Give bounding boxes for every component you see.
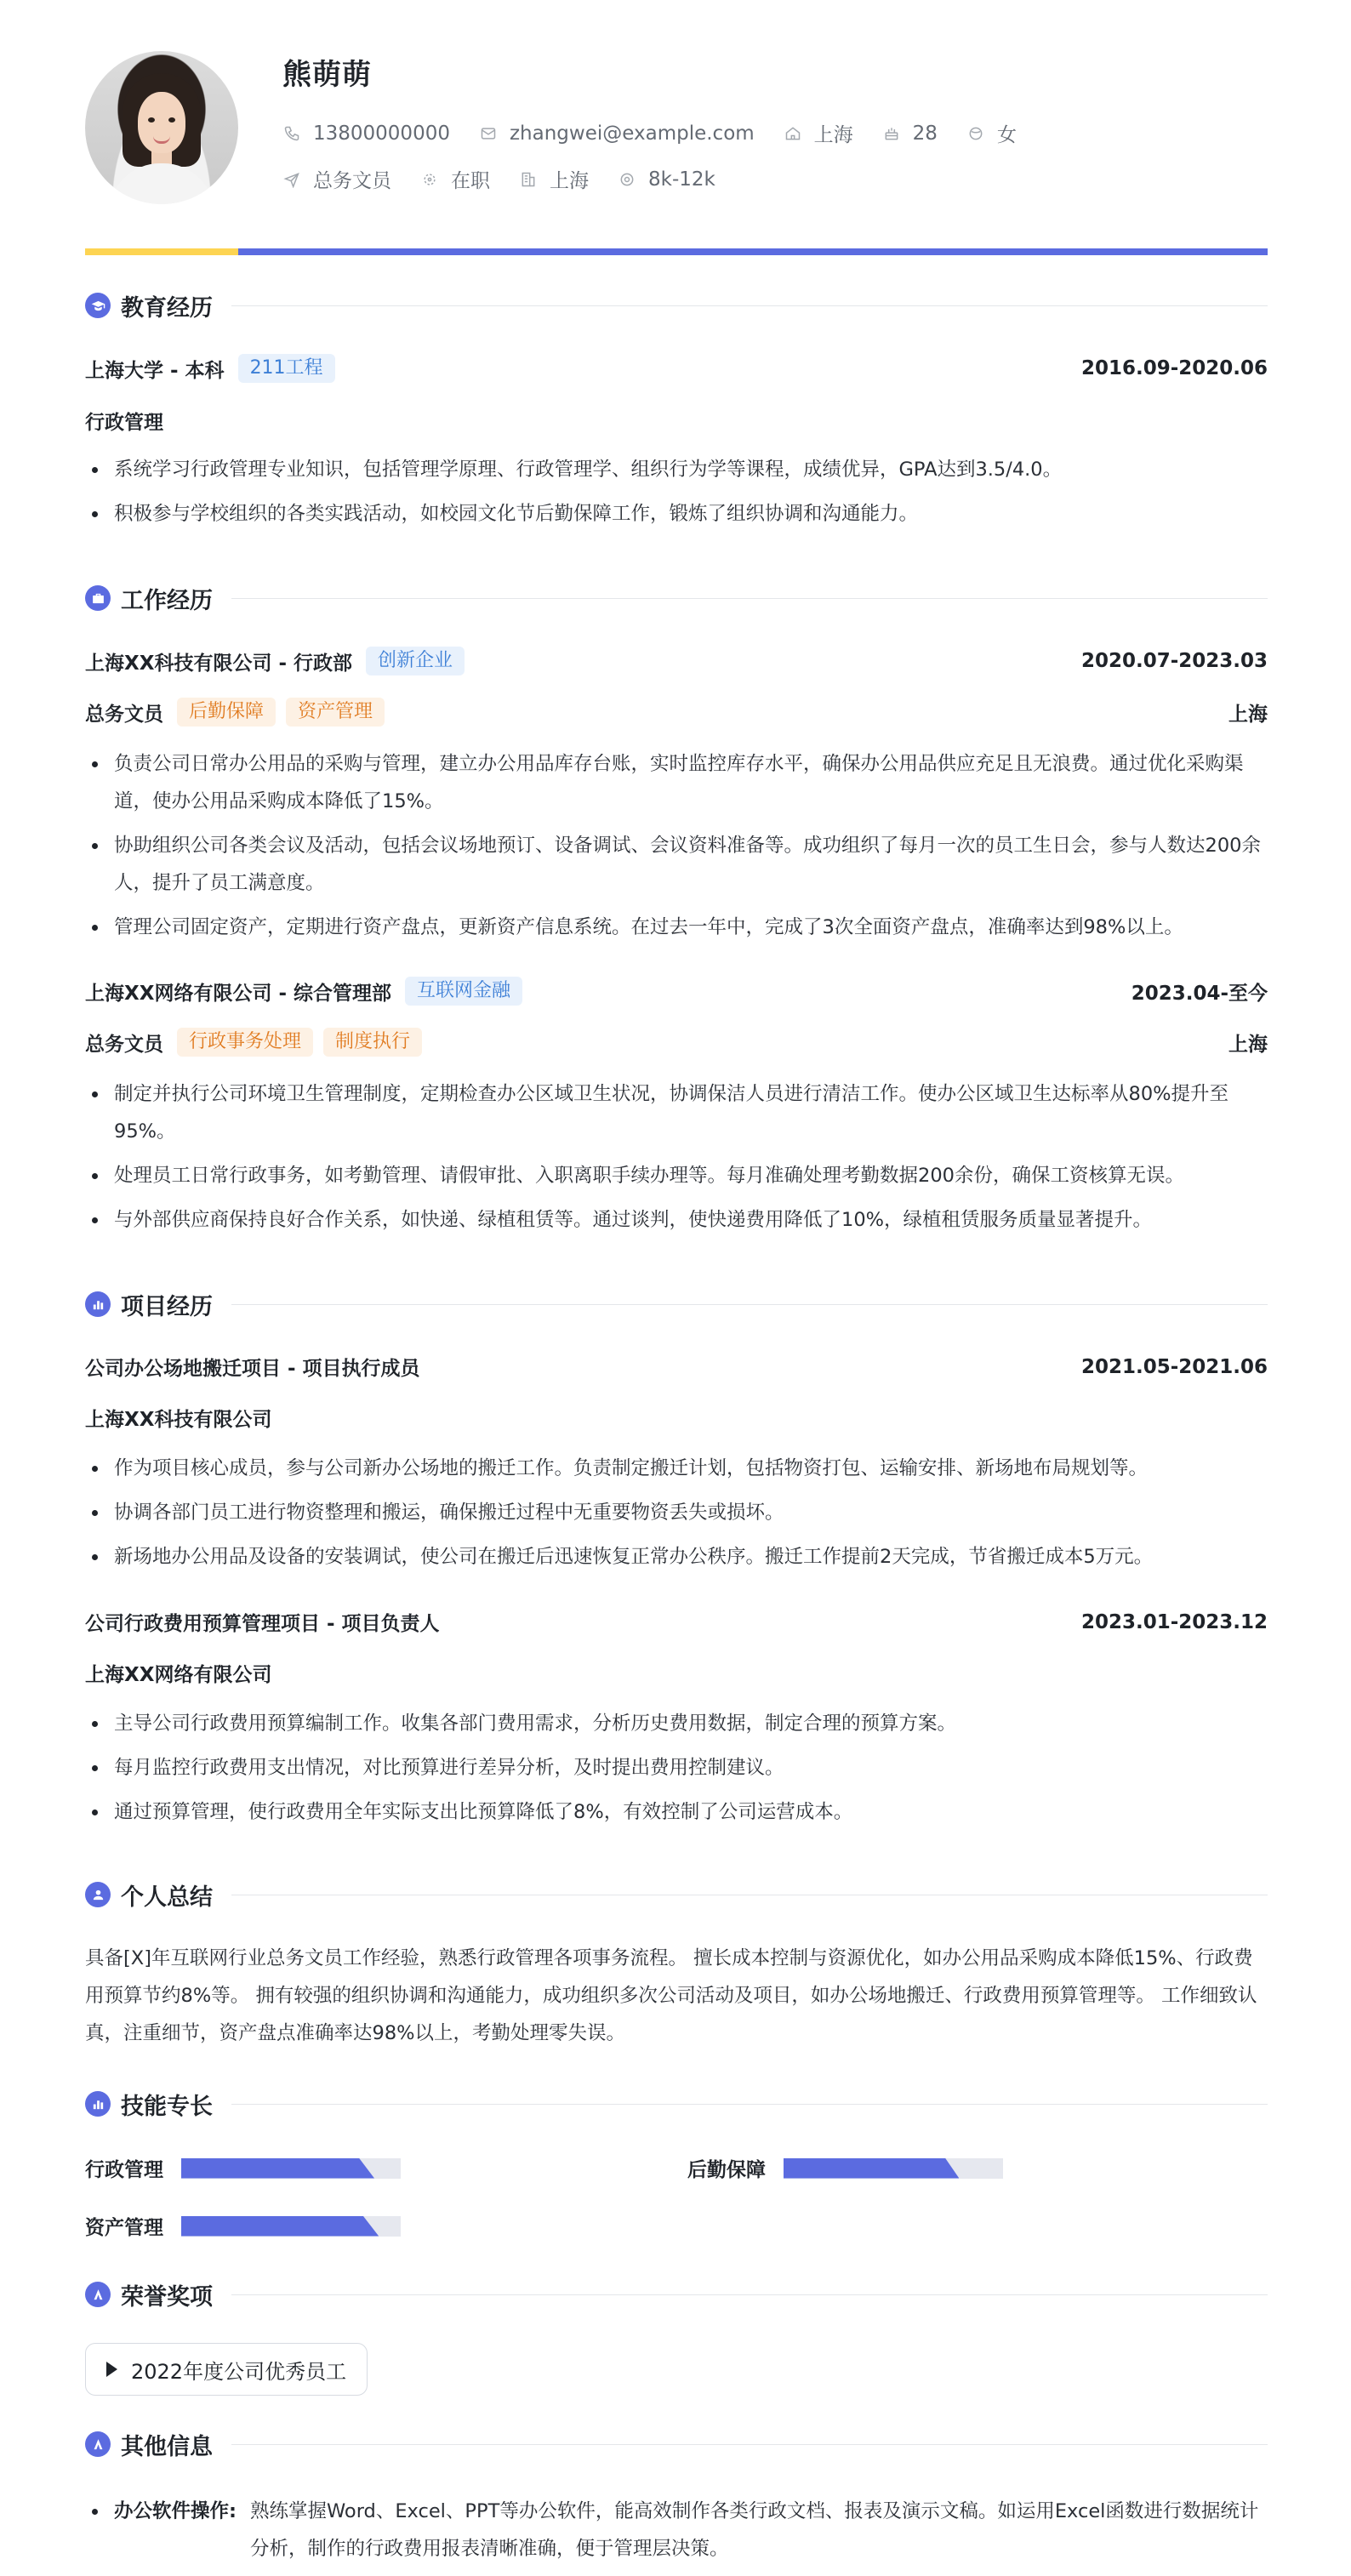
salary-item xyxy=(618,168,715,191)
list-item: 负责公司日常办公用品的采购与管理，建立办公用品库存台账，实时监控库存水平，确保办公用品供应充足且无浪费。通过优化采购渠道，使办公用品采购成本降低了15%。 xyxy=(85,745,1268,820)
award-icon xyxy=(85,2431,111,2457)
list-item: 系统学习行政管理专业知识，包括管理学原理、行政管理学、组织行为学等课程，成绩优异，GPA达到3.5/4.0。 xyxy=(85,451,1268,488)
section-education xyxy=(85,291,1268,320)
education-major-row xyxy=(85,407,1268,435)
status-text: 在职 xyxy=(451,170,490,192)
project-2-org-row xyxy=(85,1659,1268,1687)
project-1-header xyxy=(85,1353,1268,1381)
header-accent-bar xyxy=(85,248,1268,255)
play-icon xyxy=(106,2362,117,2377)
other-text: 熟练掌握Word、Excel、PPT等办公软件，能高效制作各类行政文档、报表及演示文稿。如运用Excel函数进行数据统计分析，制作的行政费用报表清晰准确，便于管理层决策。 xyxy=(250,2500,1259,2560)
section-other xyxy=(85,2430,1268,2459)
skill-bar xyxy=(181,2216,401,2237)
contact-row xyxy=(282,119,1046,147)
list-item: 主导公司行政费用预算编制工作。收集各部门费用需求，分析历史费用数据，制定合理的预算方案。 xyxy=(85,1705,1268,1742)
other-label: 办公软件操作: xyxy=(114,2500,237,2522)
email-item xyxy=(479,123,755,145)
skill-bar xyxy=(181,2158,401,2179)
location-item xyxy=(784,119,853,147)
other-item xyxy=(85,2493,1268,2567)
company-tag: 创新企业 xyxy=(366,647,465,675)
award-icon xyxy=(85,2282,111,2307)
job-1-bullets xyxy=(85,745,1268,953)
job-intent-row xyxy=(282,165,744,193)
section-work xyxy=(85,584,1268,613)
skill-item xyxy=(85,2154,401,2182)
job-1-header xyxy=(85,647,1268,675)
target-city-text: 上海 xyxy=(550,170,589,192)
list-item: 管理公司固定资产，定期进行资产盘点，更新资产信息系统。在过去一年中，完成了3次全面资产盘点，准确率达到98%以上。 xyxy=(85,909,1268,946)
salary-text: 8k-12k xyxy=(648,168,715,191)
phone-item xyxy=(282,123,450,145)
skill-bar xyxy=(784,2158,1003,2179)
section-title-education: 教育经历 xyxy=(121,294,213,322)
avatar xyxy=(85,51,238,204)
status-icon xyxy=(420,170,439,189)
list-item: 协调各部门员工进行物资整理和搬运，确保搬迁过程中无重要物资丢失或损坏。 xyxy=(85,1494,1268,1531)
project-2-header xyxy=(85,1608,1268,1636)
project-name: 公司办公场地搬迁项目 - 项目执行成员 xyxy=(85,1358,420,1380)
project-period: 2021.05-2021.06 xyxy=(1080,1355,1268,1378)
bar-chart-icon xyxy=(85,2091,111,2117)
company-tag: 互联网金融 xyxy=(405,977,522,1006)
location-text: 上海 xyxy=(813,124,853,146)
phone-icon xyxy=(282,124,301,143)
section-title-projects: 项目经历 xyxy=(121,1293,213,1320)
user-icon xyxy=(85,1882,111,1907)
role-tag: 资产管理 xyxy=(286,698,385,727)
section-title-work: 工作经历 xyxy=(121,587,213,614)
cake-icon xyxy=(882,124,901,143)
project-1-bullets xyxy=(85,1450,1268,1582)
summary-text: 具备[X]年互联网行业总务文员工作经验，熟悉行政管理各项事务流程。 擅长成本控制与资源优化，如办公用品采购成本降低15%、行政费用预算节约8%等。 拥有较强的组织协调和沟通能力，成功组织多次公司活动及项目，如办公场地搬迁、行政费用预算管理等。 工作细致认真，注重细节，资产盘点准确率达98%以上，考勤处理零失误。 xyxy=(85,1947,1257,2044)
skill-item xyxy=(85,2212,401,2240)
send-icon xyxy=(282,170,301,189)
skill-item xyxy=(687,2154,1003,2182)
email-text: zhangwei@example.com xyxy=(509,122,755,145)
school-tag: 211工程 xyxy=(238,354,335,383)
section-title-skills: 技能专长 xyxy=(121,2093,213,2120)
major: 行政管理 xyxy=(85,412,163,434)
section-title-summary: 个人总结 xyxy=(121,1884,213,1911)
job-2-header xyxy=(85,977,1268,1006)
list-item: 协助组织公司各类会议及活动，包括会议场地预订、设备调试、会议资料准备等。成功组织了每月一次的员工生日会，参与人数达200余人，提升了员工满意度。 xyxy=(85,827,1268,902)
building-icon xyxy=(519,170,538,189)
job-role: 总务文员 xyxy=(85,1033,163,1056)
job-city: 上海 xyxy=(1228,1033,1268,1056)
role-tag: 行政事务处理 xyxy=(177,1028,313,1057)
job-text: 总务文员 xyxy=(313,170,391,192)
company-name: 上海XX科技有限公司 - 行政部 xyxy=(85,652,353,675)
salary-icon xyxy=(618,170,636,189)
list-item: 每月监控行政费用支出情况，对比预算进行差异分析，及时提出费用控制建议。 xyxy=(85,1749,1268,1787)
skill-fill xyxy=(784,2158,959,2179)
section-skills xyxy=(85,2089,1268,2118)
list-item: 通过预算管理，使行政费用全年实际支出比预算降低了8%，有效控制了公司运营成本。 xyxy=(85,1793,1268,1831)
job-item xyxy=(282,165,391,193)
project-2-bullets xyxy=(85,1705,1268,1838)
project-period: 2023.01-2023.12 xyxy=(1080,1610,1268,1633)
list-item: 与外部供应商保持良好合作关系，如快递、绿植租赁等。通过谈判，使快递费用降低了10%，绿植租赁服务质量显著提升。 xyxy=(85,1201,1268,1239)
graduation-cap-icon xyxy=(85,293,111,318)
education-header xyxy=(85,354,1268,383)
education-period: 2016.09-2020.06 xyxy=(1080,357,1268,379)
skill-fill xyxy=(181,2216,379,2237)
award-chip[interactable] xyxy=(85,2343,368,2396)
list-item: 新场地办公用品及设备的安装调试，使公司在搬迁后迅速恢复正常办公秩序。搬迁工作提前2天完成，节省搬迁成本5万元。 xyxy=(85,1538,1268,1576)
role-tag: 后勤保障 xyxy=(177,698,276,727)
job-2-bullets xyxy=(85,1075,1268,1245)
list-item: 积极参与学校组织的各类实践活动，如校园文化节后勤保障工作，锻炼了组织协调和沟通能力。 xyxy=(85,495,1268,533)
section-summary xyxy=(85,1880,1268,1909)
job-city: 上海 xyxy=(1228,703,1268,726)
age-item xyxy=(882,123,938,145)
section-title-other: 其他信息 xyxy=(121,2433,213,2460)
section-title-honors: 荣誉奖项 xyxy=(121,2283,213,2311)
profile-header xyxy=(85,51,1268,204)
company-name: 上海XX网络有限公司 - 综合管理部 xyxy=(85,982,392,1005)
job-period: 2020.07-2023.03 xyxy=(1080,650,1268,672)
status-item xyxy=(420,165,490,193)
section-projects xyxy=(85,1290,1268,1319)
project-name: 公司行政费用预算管理项目 - 项目负责人 xyxy=(85,1613,440,1635)
list-item: 作为项目核心成员，参与公司新办公场地的搬迁工作。负责制定搬迁计划，包括物资打包、运输安排、新场地布局规划等。 xyxy=(85,1450,1268,1487)
job-period: 2023.04-至今 xyxy=(1131,982,1268,1005)
award-text: 2022年度公司优秀员工 xyxy=(131,2359,347,2384)
briefcase-icon xyxy=(85,585,111,611)
section-honors xyxy=(85,2280,1268,2309)
phone-text: 13800000000 xyxy=(313,122,450,145)
job-role: 总务文员 xyxy=(85,703,163,726)
project-org: 上海XX网络有限公司 xyxy=(85,1664,272,1686)
target-city-item xyxy=(519,165,589,193)
project-1-org-row xyxy=(85,1404,1268,1432)
gender-text: 女 xyxy=(996,124,1017,146)
job-2-role-row xyxy=(85,1028,1268,1057)
bar-chart-icon xyxy=(85,1291,111,1317)
gender-icon xyxy=(966,124,985,143)
skill-fill xyxy=(181,2158,374,2179)
candidate-name: 熊萌萌 xyxy=(282,58,372,92)
list-item: 制定并执行公司环境卫生管理制度，定期检查办公区域卫生状况，协调保洁人员进行清洁工作。使办公区域卫生达标率从80%提升至95%。 xyxy=(85,1075,1268,1150)
skill-label: 后勤保障 xyxy=(687,2159,766,2181)
skill-label: 行政管理 xyxy=(85,2159,163,2181)
job-1-role-row xyxy=(85,698,1268,727)
mail-icon xyxy=(479,124,498,143)
skill-label: 资产管理 xyxy=(85,2217,163,2239)
education-bullets xyxy=(85,451,1268,539)
school-name: 上海大学 - 本科 xyxy=(85,359,225,382)
age-text: 28 xyxy=(912,122,938,145)
gender-item xyxy=(966,119,1017,147)
list-item: 处理员工日常行政事务，如考勤管理、请假审批、入职离职手续办理等。每月准确处理考勤数据200余份，确保工资核算无误。 xyxy=(85,1157,1268,1194)
role-tag: 制度执行 xyxy=(323,1028,422,1057)
project-org: 上海XX科技有限公司 xyxy=(85,1409,272,1431)
home-icon xyxy=(784,124,802,143)
